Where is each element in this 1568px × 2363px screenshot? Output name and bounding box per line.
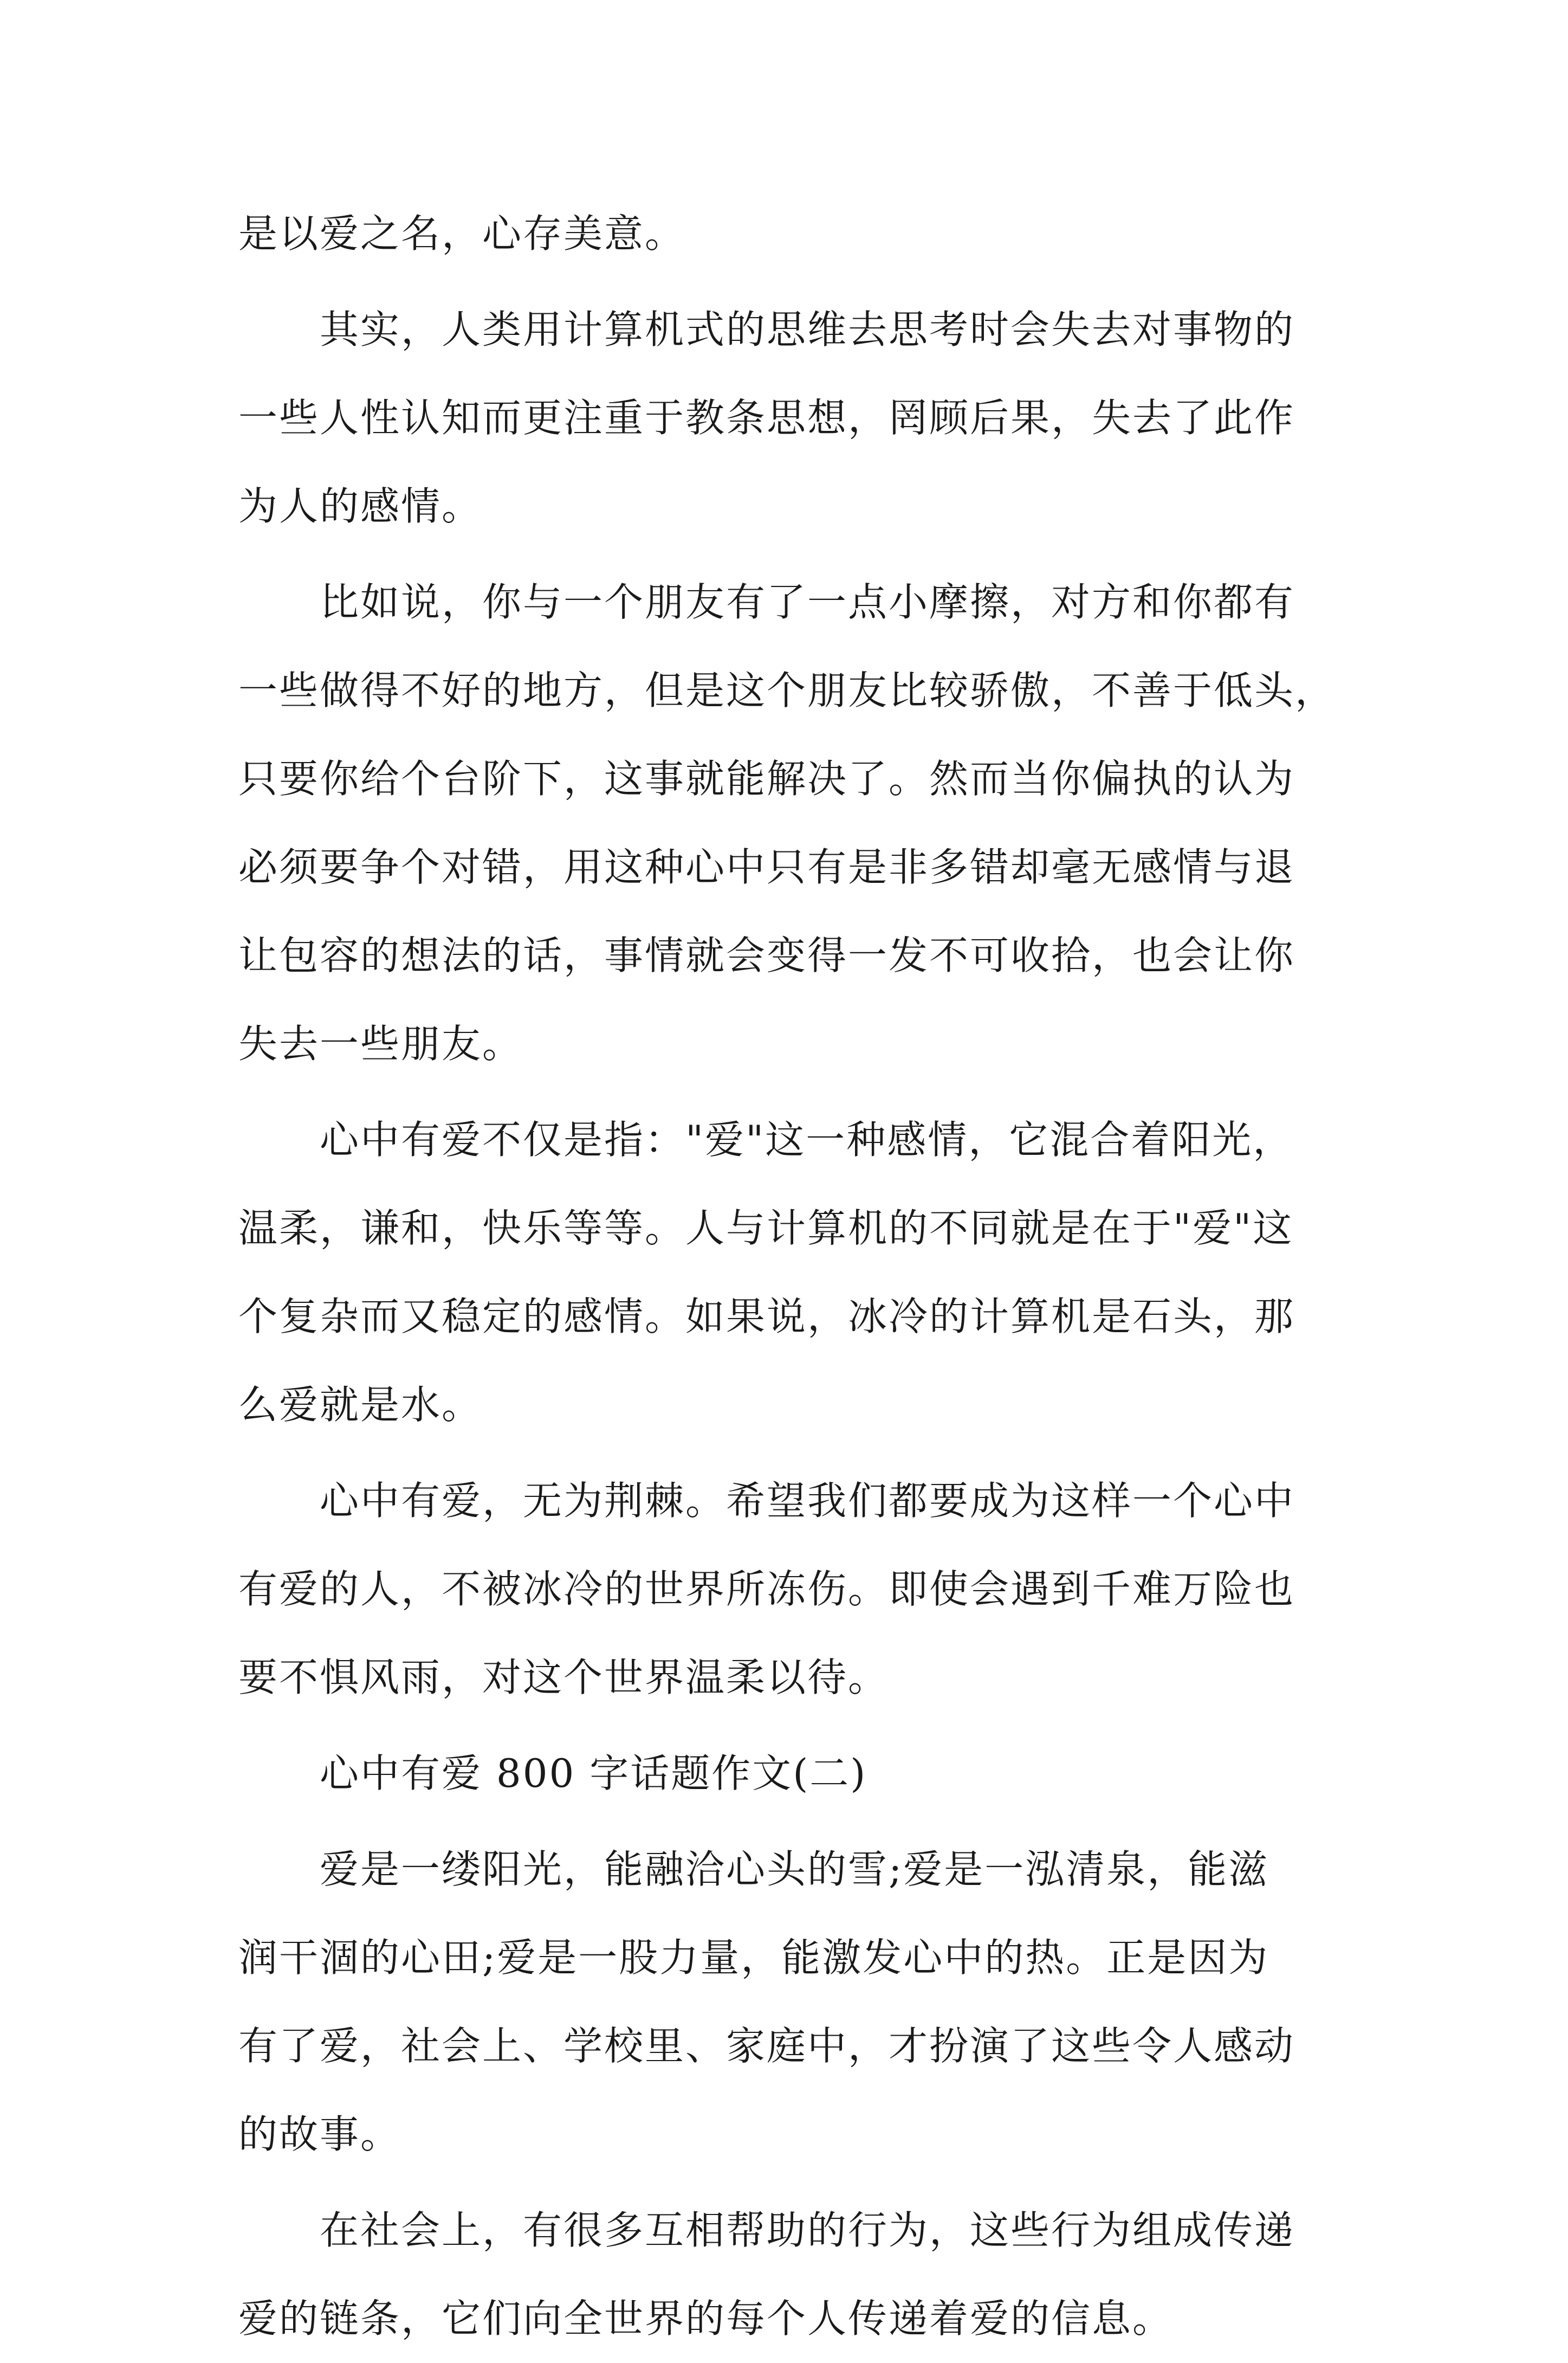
text-line: 温柔，谦和，快乐等等。人与计算机的不同就是在于"爱"这 [238, 1205, 1294, 1251]
text-line: 心中有爱，无为荆棘。希望我们都要成为这样一个心中 [238, 1478, 1295, 1523]
text-line: 一些人性认知而更注重于教条思想，罔顾后果，失去了此作 [238, 395, 1295, 441]
paragraph [238, 558, 1338, 1088]
text-line: 心中有爱不仅是指："爱"这一种感情，它混合着阳光， [238, 1117, 1294, 1163]
text-line: 一些做得不好的地方，但是这个朋友比较骄傲，不善于低头， [238, 668, 1336, 713]
text-line: 只要你给个台阶下，这事就能解决了。然而当你偏执的认为 [238, 756, 1295, 802]
paragraph [238, 1096, 1338, 1449]
text-line: 润干涸的心田;爱是一股力量，能激发心中的热。正是因为 [238, 1935, 1269, 1980]
text-line: 有爱的人，不被冰冷的世界所冻伤。即使会遇到千难万险也 [238, 1566, 1295, 1612]
text-line: 爱是一缕阳光，能融洽心头的雪;爱是一泓清泉，能滋 [238, 1847, 1269, 1892]
paragraph [238, 1825, 1338, 2179]
text-line: 的故事。 [238, 2112, 401, 2157]
text-line: 么爱就是水。 [238, 1382, 483, 1428]
text-line: 要不惧风雨，对这个世界温柔以待。 [238, 1655, 889, 1700]
text-line: 在社会上，有很多互相帮助的行为，这些行为组成传递 [238, 2207, 1295, 2253]
text-line: 是以爱之名，心存美意。 [238, 211, 686, 256]
text-line: 让包容的想法的话，事情就会变得一发不可收拾，也会让你 [238, 933, 1295, 978]
text-line: 必须要争个对错，用这种心中只有是非多错却毫无感情与退 [238, 844, 1295, 890]
essay-body [238, 190, 1338, 2363]
text-line: 爱的链条，它们向全世界的每个人传递着爱的信息。 [238, 2296, 1174, 2341]
text-line: 其实，人类用计算机式的思维去思考时会失去对事物的 [238, 307, 1295, 352]
text-line: 有了爱，社会上、学校里、家庭中，才扮演了这些令人感动 [238, 2023, 1295, 2069]
text-line: 失去一些朋友。 [238, 1021, 523, 1067]
paragraph [238, 190, 1338, 278]
paragraph [238, 2186, 1338, 2363]
paragraph [238, 286, 1338, 551]
text-line: 个复杂而又稳定的感情。如果说，冰冷的计算机是石头，那 [238, 1294, 1295, 1339]
text-line: 比如说，你与一个朋友有了一点小摩擦，对方和你都有 [238, 579, 1295, 625]
heading-line: 心中有爱 800 字话题作文(二) [238, 1751, 867, 1796]
paragraph [238, 1457, 1338, 1722]
text-line: 为人的感情。 [238, 483, 483, 529]
section-heading [238, 1729, 1338, 1818]
